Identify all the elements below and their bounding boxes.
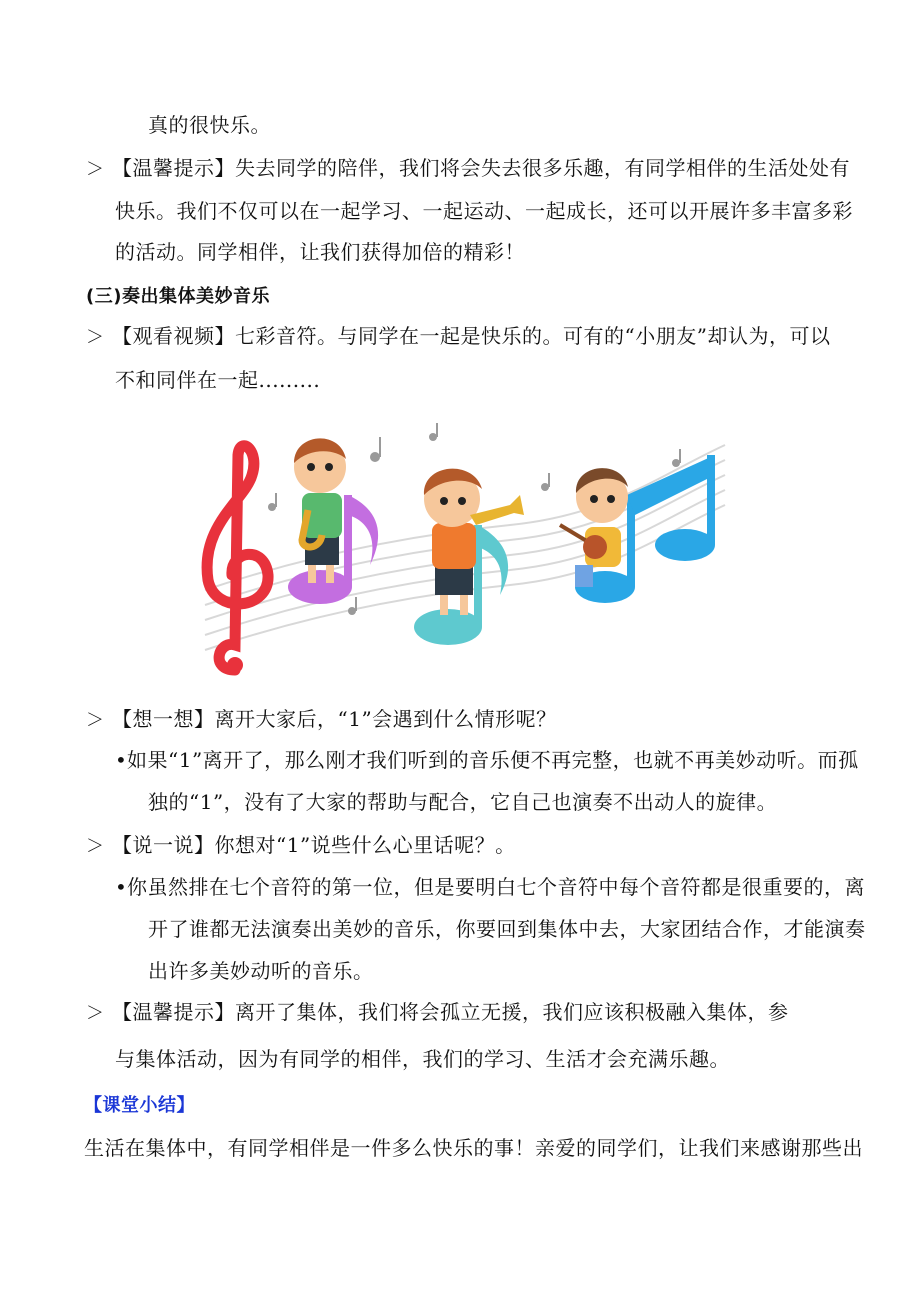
paragraph-text: 生活在集体中，有同学相伴是一件多么快乐的事！亲爱的同学们，让我们来感谢那些出 bbox=[84, 1136, 863, 1160]
paragraph-line bbox=[148, 113, 271, 137]
paragraph-text: 独的“1”，没有了大家的帮助与配合，它自己也演奏不出动人的旋律。 bbox=[148, 790, 778, 814]
paragraph-line bbox=[115, 199, 853, 223]
paragraph-text: 开了谁都无法演奏出美妙的音乐，你要回到集体中去，大家团结合作，才能演奏 bbox=[148, 917, 866, 941]
bullet-icon: • bbox=[115, 748, 128, 772]
summary-heading bbox=[84, 1094, 195, 1118]
paragraph-text: 【温馨提示】失去同学的陪伴，我们将会失去很多乐趣，有同学相伴的生活处处有 bbox=[112, 156, 850, 180]
paragraph-text: 的活动。同学相伴，让我们获得加倍的精彩！ bbox=[115, 240, 525, 264]
paragraph-text: 你虽然排在七个音符的第一位，但是要明白七个音符中每个音符都是很重要的，离 bbox=[127, 875, 865, 899]
paragraph-line bbox=[148, 959, 374, 983]
paragraph-line bbox=[148, 790, 777, 814]
paragraph-line bbox=[115, 240, 525, 264]
paragraph-text: 【观看视频】七彩音符。与同学在一起是快乐的。可有的“小朋友”却认为，可以 bbox=[112, 324, 831, 348]
tip-paragraph-1 bbox=[86, 156, 850, 182]
summary-text bbox=[84, 1136, 863, 1160]
paragraph-text: 快乐。我们不仅可以在一起学习、一起运动、一起成长，还可以开展许多丰富多彩 bbox=[115, 199, 853, 223]
summary-heading-text: 【课堂小结】 bbox=[84, 1095, 195, 1116]
arrow-marker-icon: ＞ bbox=[86, 327, 105, 348]
tip-paragraph-2 bbox=[86, 1000, 789, 1026]
paragraph-text: 真的很快乐。 bbox=[148, 113, 271, 137]
video-paragraph bbox=[86, 324, 830, 350]
paragraph-text: 【说一说】你想对“1”说些什么心里话呢？。 bbox=[112, 833, 516, 857]
paragraph-line bbox=[115, 368, 320, 392]
paragraph-text: 【想一想】离开大家后，“1”会遇到什么情形呢？ bbox=[112, 707, 557, 731]
arrow-marker-icon: ＞ bbox=[86, 1003, 105, 1024]
paragraph-text: 【温馨提示】离开了集体，我们将会孤立无援，我们应该积极融入集体，参 bbox=[112, 1000, 789, 1024]
paragraph-text: 不和同伴在一起......... bbox=[115, 368, 321, 392]
arrow-marker-icon: ＞ bbox=[86, 159, 105, 180]
think-paragraph bbox=[86, 707, 557, 733]
bullet-icon: • bbox=[115, 875, 128, 899]
paragraph-line bbox=[115, 1047, 730, 1071]
paragraph-text: 出许多美妙动听的音乐。 bbox=[148, 959, 374, 983]
bullet-paragraph bbox=[115, 748, 859, 772]
bullet-paragraph bbox=[115, 875, 865, 899]
paragraph-line bbox=[148, 917, 866, 941]
treble-clef-icon bbox=[207, 446, 268, 673]
section-heading-text: (三)奏出集体美妙音乐 bbox=[86, 286, 270, 307]
arrow-marker-icon: ＞ bbox=[86, 710, 105, 731]
section-heading bbox=[86, 285, 270, 309]
arrow-marker-icon: ＞ bbox=[86, 836, 105, 857]
say-paragraph bbox=[86, 833, 516, 859]
paragraph-text: 与集体活动，因为有同学的相伴，我们的学习、生活才会充满乐趣。 bbox=[115, 1047, 730, 1071]
music-notes-illustration bbox=[190, 415, 730, 685]
paragraph-text: 如果“1”离开了，那么刚才我们听到的音乐便不再完整，也就不再美妙动听。而孤 bbox=[127, 748, 859, 772]
boy-trumpet-figure bbox=[424, 469, 524, 615]
